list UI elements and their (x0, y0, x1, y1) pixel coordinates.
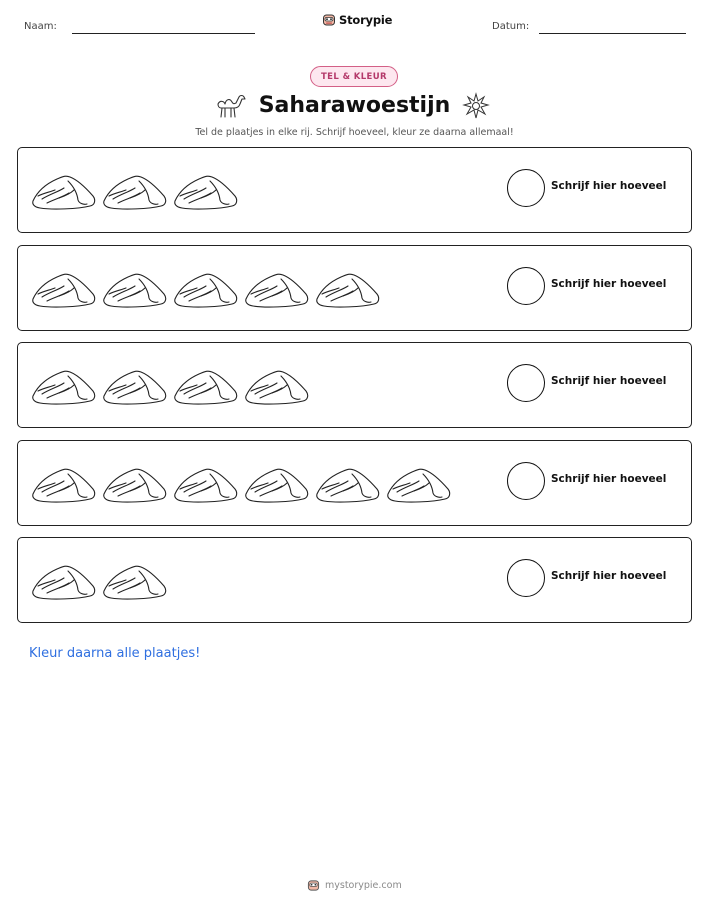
instructions: Tel de plaatjes in elke rij. Schrijf hoeveel, kleur ze daarna allemaal! (195, 127, 514, 138)
sand-dune-icon[interactable] (385, 461, 456, 505)
counting-row (17, 342, 692, 428)
sand-dune-icon[interactable] (30, 266, 101, 310)
brand-name: Storypie (339, 13, 393, 27)
sand-dune-icon[interactable] (243, 363, 314, 407)
sand-dune-icon[interactable] (101, 461, 172, 505)
counting-row (17, 147, 692, 233)
sand-dune-icon[interactable] (172, 363, 243, 407)
answer-label: Schrijf hier hoeveel (551, 375, 667, 387)
sand-dune-icon[interactable] (101, 363, 172, 407)
answer-label: Schrijf hier hoeveel (551, 570, 667, 582)
sand-dune-icon[interactable] (172, 461, 243, 505)
activity-badge: TEL & KLEUR (310, 66, 398, 87)
sand-dune-icon[interactable] (101, 168, 172, 212)
storypie-mascot-icon (307, 879, 320, 892)
footer-site: mystorypie.com (325, 880, 402, 891)
picture-group (30, 363, 314, 407)
sand-dune-icon[interactable] (101, 558, 172, 602)
sand-dune-icon[interactable] (243, 461, 314, 505)
counting-row (17, 245, 692, 331)
date-label: Datum: (492, 21, 530, 32)
name-write-line[interactable] (72, 33, 255, 34)
answer-circle[interactable] (507, 364, 545, 402)
page-title: Saharawoestijn (258, 93, 451, 118)
sand-dune-icon[interactable] (314, 266, 385, 310)
sand-dune-icon[interactable] (30, 558, 101, 602)
storypie-logo (322, 13, 392, 27)
sand-dune-icon[interactable] (30, 461, 101, 505)
name-label: Naam: (24, 21, 57, 32)
sand-dune-icon[interactable] (101, 266, 172, 310)
answer-circle[interactable] (507, 169, 545, 207)
sand-dune-icon[interactable] (314, 461, 385, 505)
picture-group (30, 461, 456, 505)
sand-dune-icon[interactable] (172, 168, 243, 212)
counting-row (17, 537, 692, 623)
answer-label: Schrijf hier hoeveel (551, 278, 667, 290)
picture-group (30, 266, 385, 310)
sand-dune-icon[interactable] (243, 266, 314, 310)
answer-circle[interactable] (507, 267, 545, 305)
sun-icon (462, 92, 490, 120)
answer-circle[interactable] (507, 559, 545, 597)
answer-circle[interactable] (507, 462, 545, 500)
picture-group (30, 168, 243, 212)
sand-dune-icon[interactable] (30, 168, 101, 212)
footer (307, 879, 402, 892)
storypie-mascot-icon (322, 13, 336, 27)
counting-row (17, 440, 692, 526)
sand-dune-icon[interactable] (30, 363, 101, 407)
footer-note: Kleur daarna alle plaatjes! (29, 646, 201, 661)
date-write-line[interactable] (539, 33, 686, 34)
answer-label: Schrijf hier hoeveel (551, 473, 667, 485)
picture-group (30, 558, 172, 602)
sand-dune-icon[interactable] (172, 266, 243, 310)
answer-label: Schrijf hier hoeveel (551, 180, 667, 192)
